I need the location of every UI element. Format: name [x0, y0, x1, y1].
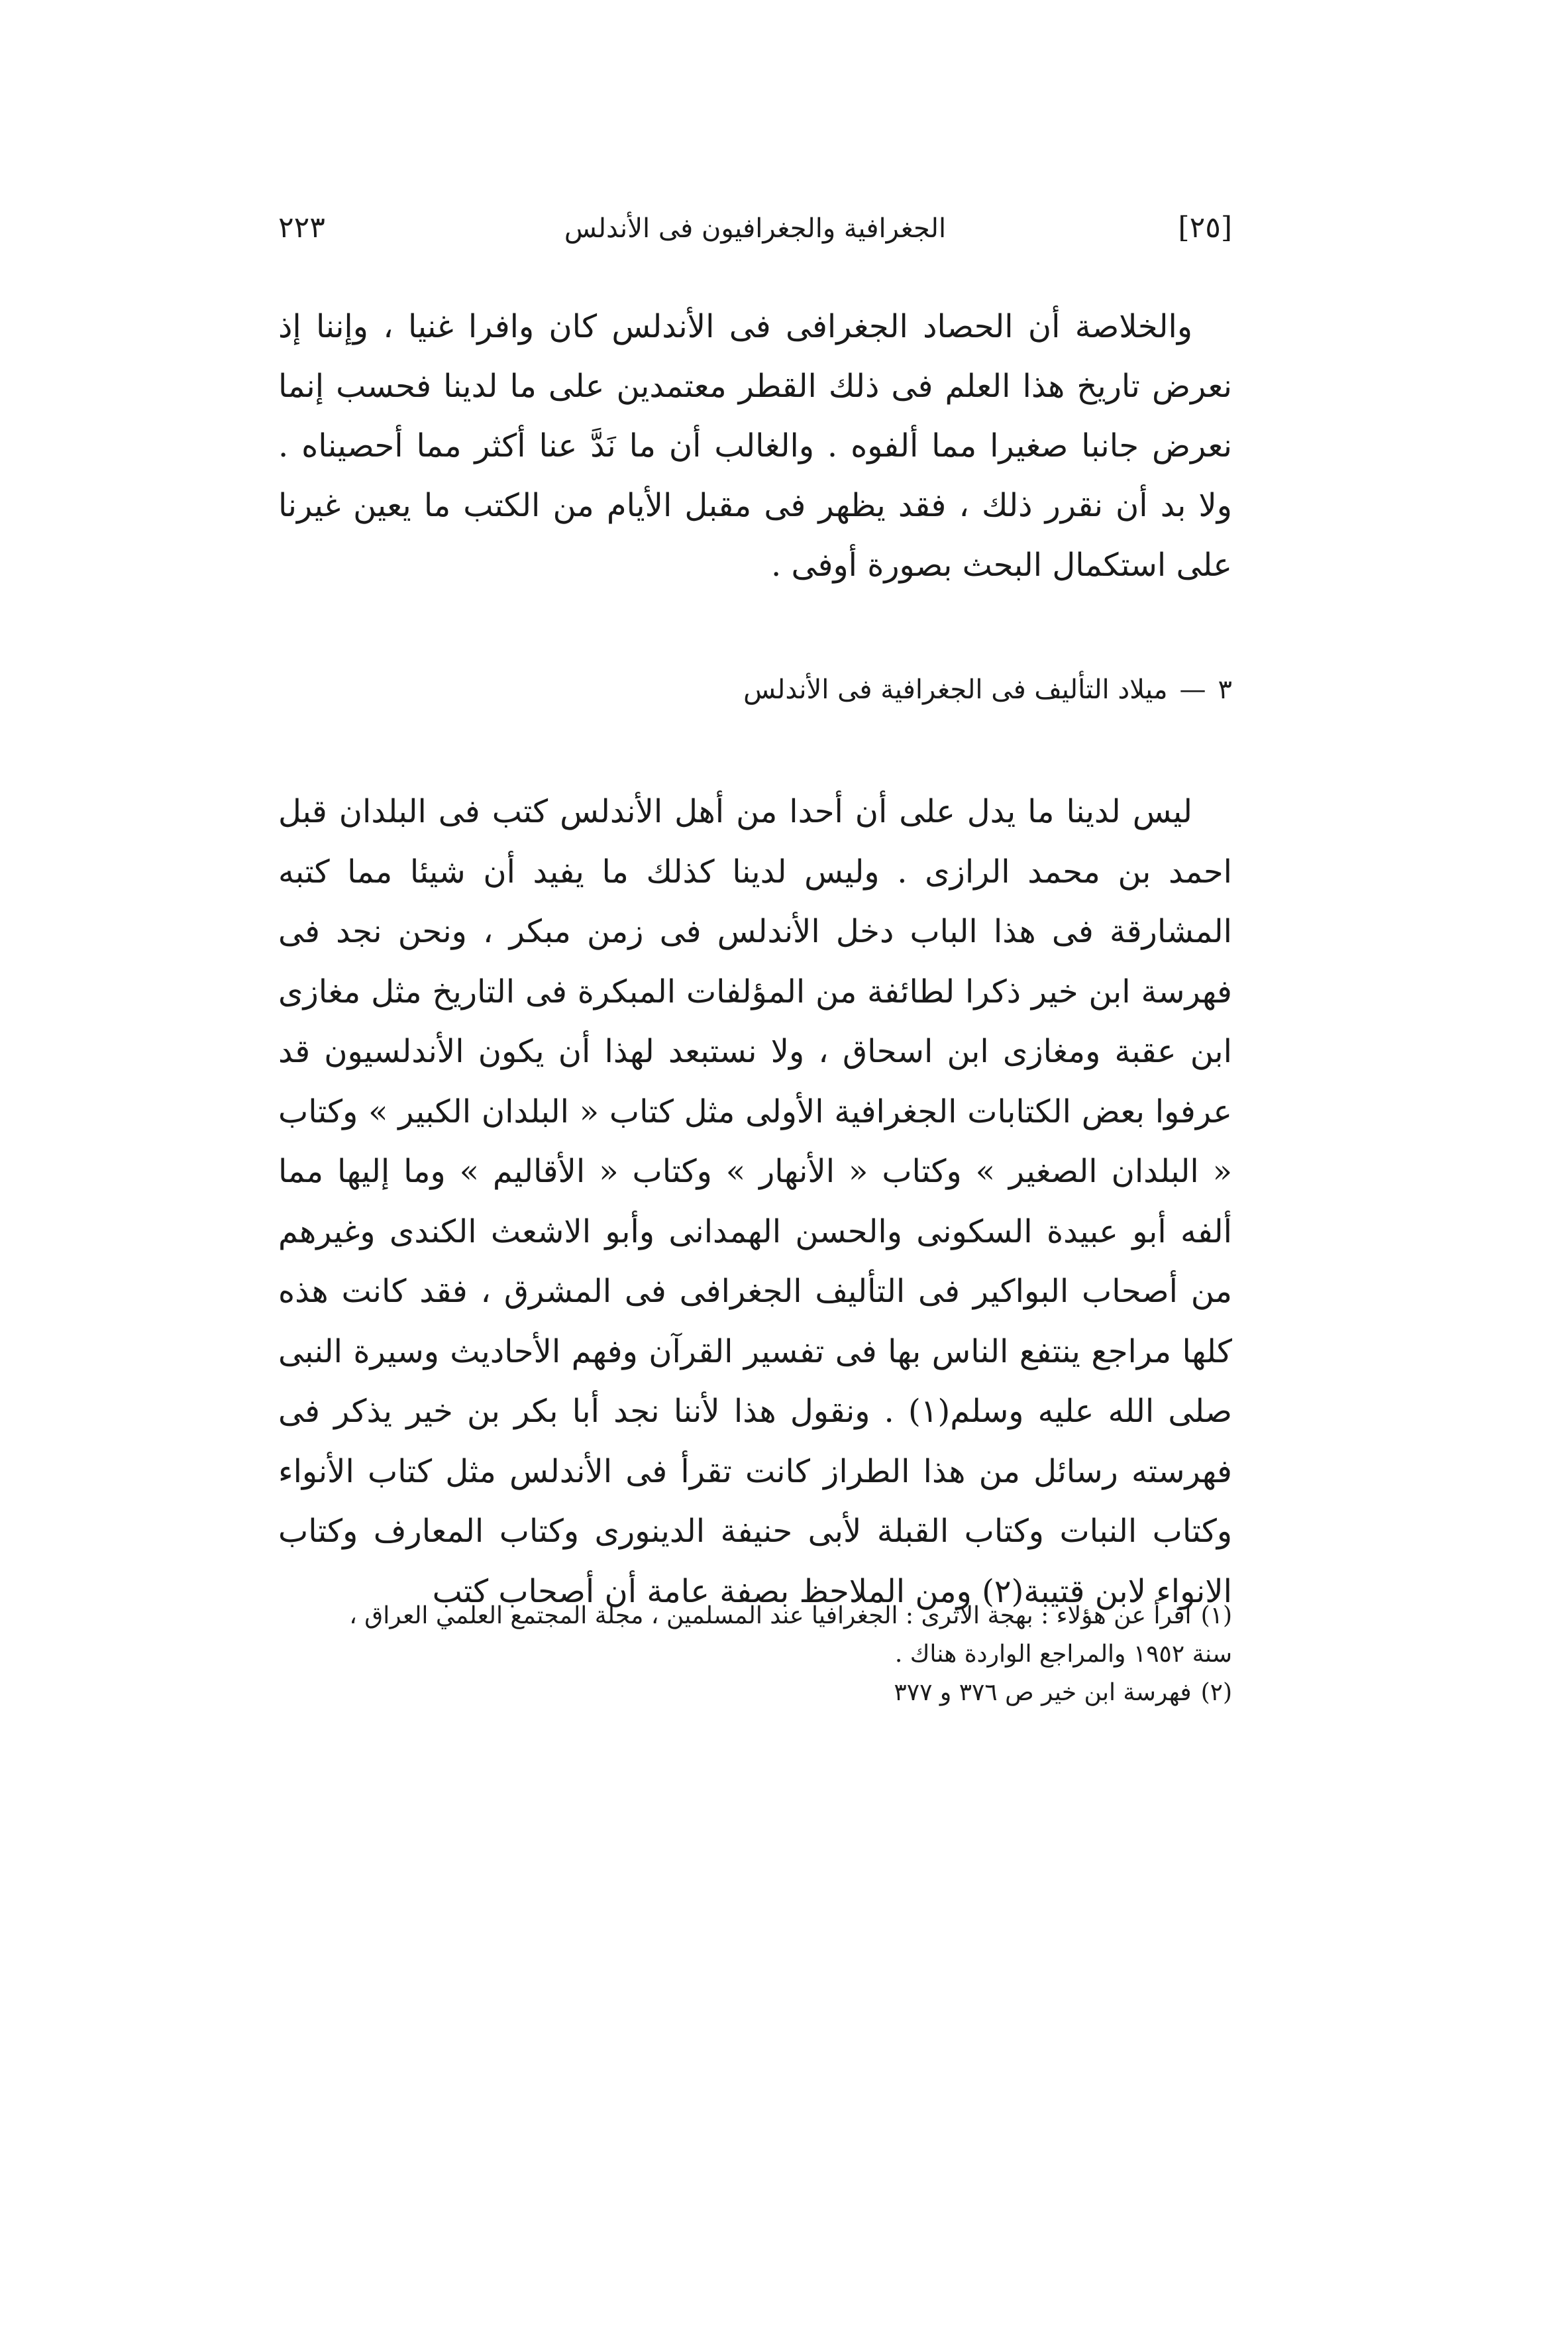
paragraph-conclusion: والخلاصة أن الحصاد الجغرافى فى الأندلس كان وافرا غنيا ، وإننا إذ نعرض تاريخ هذا العلم فى ذلك القطر معتمدين على ما لدينا فحسب إنما نعرض جانبا صغيرا مما ألفوه . والغالب أن ما نَدَّ عنا أكثر مما أحصيناه . ولا بد أن نقرر ذلك ، فقد يظهر فى مقبل الأيام من الكتب ما يعين غيرنا على استكمال البحث بصورة أوفى .: [278, 308, 1232, 584]
footnote-text: فهرسة ابن خير ص ٣٧٦ و ٣٧٧: [894, 1679, 1192, 1706]
footnote-label: (١): [1200, 1602, 1232, 1629]
footnote-continuation: سنة ١٩٥٢ والمراجع الواردة هناك .: [894, 1641, 1232, 1668]
section-heading: [278, 675, 1232, 705]
footnote-label: (٢): [1200, 1679, 1232, 1706]
footnote-1: [278, 1597, 1232, 1674]
footnote-text: اقرأ عن هؤلاء : بهجة الاثرى : الجغرافيا عند المسلمين ، مجلة المجتمع العلمي العراق ،: [349, 1602, 1192, 1629]
footnote-2: [278, 1674, 1232, 1712]
main-paragraph-block: [278, 782, 1232, 1621]
running-title: الجغرافية والجغرافيون فى الأندلس: [564, 213, 947, 244]
page-header: [278, 211, 1232, 270]
page-number: ٢٢٣: [278, 211, 325, 244]
section-title: ميلاد التأليف فى الجغرافية فى الأندلس: [743, 675, 1168, 705]
chapter-number: [٢٥]: [1178, 211, 1232, 244]
opening-paragraph-block: [278, 297, 1232, 595]
section-dash: —: [1179, 675, 1206, 705]
paragraph-birth-of-geography: ليس لدينا ما يدل على أن أحدا من أهل الأندلس كتب فى البلدان قبل احمد بن محمد الرازى . وليس لدينا كذلك ما يفيد أن شيئا مما كتبه المشارقة فى هذا الباب دخل الأندلس فى زمن مبكر ، ونحن نجد فى فهرسة ابن خير ذكرا لطائفة من المؤلفات المبكرة فى التاريخ مثل مغازى ابن عقبة ومغازى ابن اسحاق ، ولا نستبعد لهذا أن يكون الأندلسيون قد عرفوا بعض الكتابات الجغرافية الأولى مثل كتاب « البلدان الكبير » وكتاب « البلدان الصغير » وكتاب « الأنهار » وكتاب « الأقاليم » وما إليها مما ألفه أبو عبيدة السكونى والحسن الهمدانى وأبو الاشعث الكندى وغيرهم من أصحاب البواكير فى التأليف الجغرافى فى المشرق ، فقد كانت هذه كلها مراجع ينتفع الناس بها فى تفسير القرآن وفهم الأحاديث وسيرة النبى صلى الله عليه وسلم(١) . ونقول هذا لأننا نجد أبا بكر بن خير يذكر فى فهرسته رسائل من هذا الطراز كانت تقرأ فى الأندلس مثل كتاب الأنواء وكتاب النبات وكتاب القبلة لأبى حنيفة الدينورى وكتاب المعارف وكتاب الانواء لابن قتيبة(٢) ومن الملاحظ بصفة عامة أن أصحاب كتب: [278, 793, 1233, 1610]
section-number: ٣: [1218, 675, 1232, 705]
footnotes: [278, 1597, 1232, 1712]
